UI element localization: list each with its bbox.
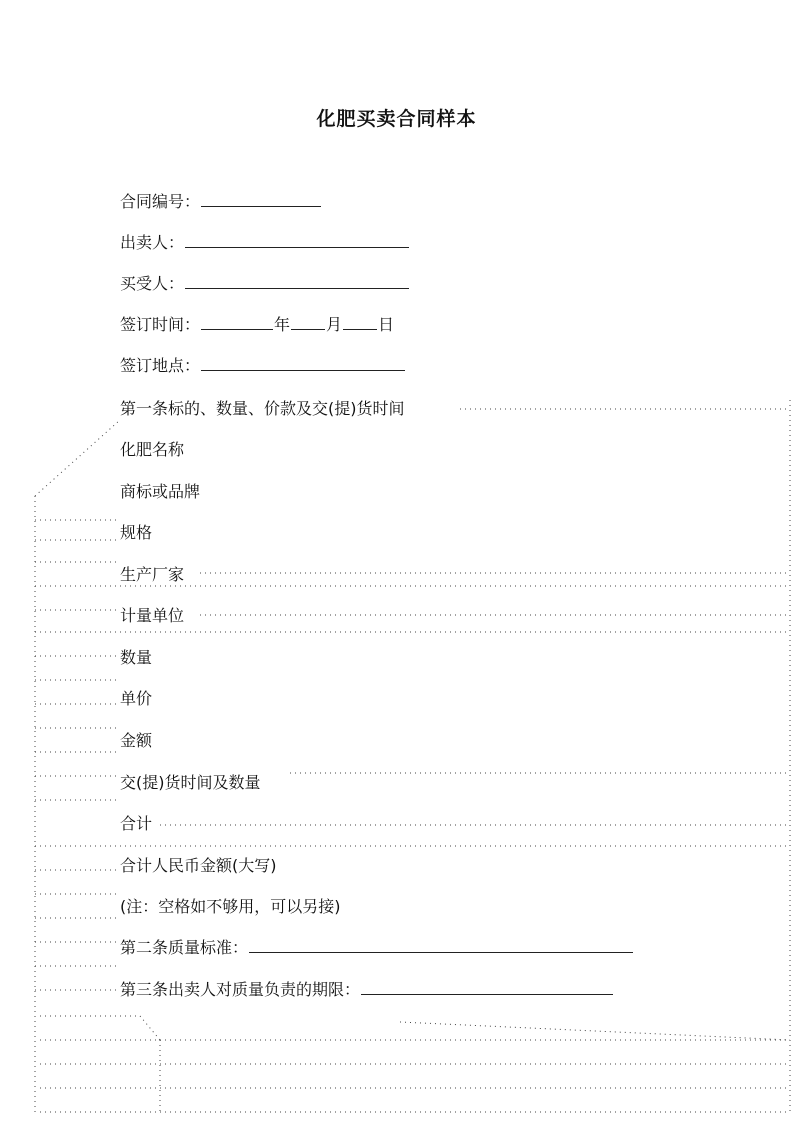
article-2-blank: [249, 938, 633, 953]
day-blank: [343, 315, 377, 330]
year-blank: [201, 315, 273, 330]
article-2-row: [120, 938, 634, 958]
article-1-item: 合计: [120, 814, 153, 833]
sign-place-label: 签订地点：: [120, 356, 201, 375]
article-1-item: 商标或品牌: [120, 482, 201, 501]
month-blank: [291, 315, 325, 330]
article-1-item: 合计人民币金额(大写): [120, 856, 277, 875]
article-1-item: 交(提)货时间及数量: [120, 773, 261, 792]
contract-number-label: 合同编号：: [120, 192, 201, 211]
buyer-row: [120, 274, 410, 294]
article-1-item: 计量单位: [120, 606, 185, 625]
article-1-note: (注：空格如不够用，可以另接): [120, 897, 341, 916]
document-title: 化肥买卖合同样本: [316, 108, 477, 130]
day-label: 日: [378, 315, 395, 334]
sign-place-row: [120, 356, 406, 376]
seller-blank: [185, 233, 409, 248]
sign-place-blank: [201, 356, 405, 371]
article-1-item: 单价: [120, 689, 153, 708]
article-1-item: 数量: [120, 648, 153, 667]
seller-label: 出卖人：: [120, 233, 185, 252]
article-1-item: 生产厂家: [120, 565, 185, 584]
article-1-heading: 第一条标的、数量、价款及交(提)货时间: [120, 399, 405, 418]
buyer-label: 买受人：: [120, 274, 185, 293]
article-1-item: 规格: [120, 523, 153, 542]
article-2-label: 第二条质量标准：: [120, 938, 249, 957]
contract-number-row: [120, 192, 322, 212]
article-3-row: [120, 980, 614, 1000]
article-3-label: 第三条出卖人对质量负责的期限：: [120, 980, 361, 999]
sign-time-label: 签订时间：: [120, 315, 201, 334]
year-label: 年: [274, 315, 291, 334]
buyer-blank: [185, 274, 409, 289]
seller-row: [120, 233, 410, 253]
article-1-item: 化肥名称: [120, 440, 185, 459]
contract-number-blank: [201, 192, 321, 207]
sign-time-row: [120, 315, 394, 335]
month-label: 月: [326, 315, 343, 334]
article-1-item: 金额: [120, 731, 153, 750]
article-3-blank: [361, 980, 613, 995]
